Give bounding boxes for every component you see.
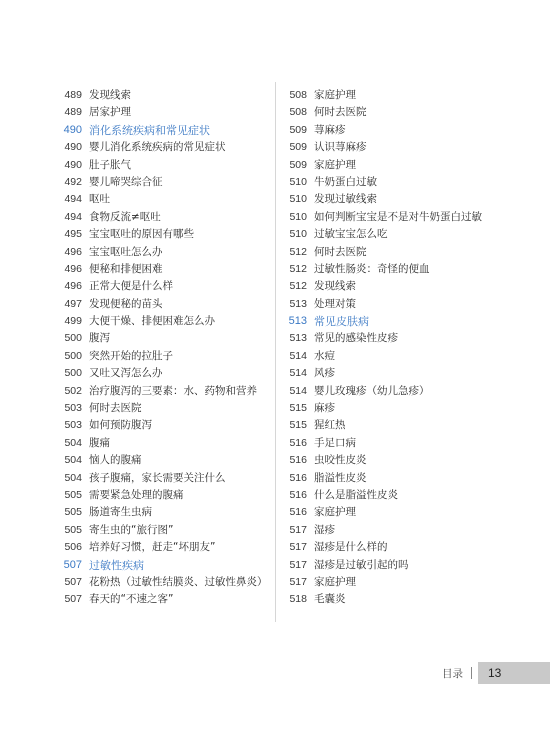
toc-entry (60, 330, 270, 347)
toc-entry-title: 培养好习惯，赶走“坏朋友” (89, 541, 216, 554)
toc-page-number: 503 (64, 419, 82, 432)
toc-entry (285, 122, 515, 139)
toc-entry-title: 脂溢性皮炎 (314, 471, 367, 484)
toc-entry-title: 手足口病 (314, 436, 356, 449)
toc-entry (285, 383, 515, 400)
toc-section-heading (285, 313, 515, 330)
toc-entry-title: 湿疹 (314, 523, 335, 536)
toc-page-number: 516 (289, 506, 307, 519)
toc-entry (60, 365, 270, 382)
toc-entry (285, 278, 515, 295)
toc-entry-title: 水痘 (314, 349, 335, 362)
toc-page-number: 510 (289, 210, 307, 223)
toc-entry (285, 452, 515, 469)
toc-left-column (60, 87, 270, 609)
toc-entry (285, 87, 515, 104)
toc-page-number: 517 (289, 575, 307, 588)
toc-entry-title: 呕吐 (89, 193, 110, 206)
toc-page-number: 509 (289, 158, 307, 171)
toc-entry (285, 487, 515, 504)
toc-page-number: 496 (64, 280, 82, 293)
toc-page-number: 515 (289, 402, 307, 415)
toc-entry (285, 191, 515, 208)
toc-page-number: 504 (64, 454, 82, 467)
toc-page-number: 490 (64, 141, 82, 154)
toc-entry-title: 婴儿啼哭综合征 (89, 175, 163, 188)
toc-page-number: 513 (289, 297, 307, 310)
toc-entry (285, 174, 515, 191)
toc-page-number: 517 (289, 558, 307, 571)
toc-entry-title: 发现线索 (314, 280, 356, 293)
toc-entry-title: 牛奶蛋白过敏 (314, 175, 377, 188)
toc-page-number: 510 (289, 228, 307, 241)
toc-entry (60, 435, 270, 452)
toc-entry (60, 417, 270, 434)
toc-entry (60, 400, 270, 417)
toc-page-number: 515 (289, 419, 307, 432)
toc-entry (285, 574, 515, 591)
toc-page-number: 500 (64, 332, 82, 345)
toc-entry (285, 504, 515, 521)
toc-entry-title: 湿疹是什么样的 (314, 541, 388, 554)
toc-entry (60, 504, 270, 521)
toc-page-number: 504 (64, 471, 82, 484)
toc-entry (60, 226, 270, 243)
toc-page-number: 510 (289, 193, 307, 206)
toc-page-number: 513 (289, 332, 307, 345)
toc-entry (60, 296, 270, 313)
toc-page-number: 510 (289, 175, 307, 188)
toc-entry-title: 家庭护理 (314, 158, 356, 171)
toc-entry (60, 261, 270, 278)
toc-entry (60, 209, 270, 226)
toc-page-number: 490 (63, 123, 82, 136)
toc-entry (285, 226, 515, 243)
toc-entry-title: 突然开始的拉肚子 (89, 349, 173, 362)
toc-entry-title: 家庭护理 (314, 575, 356, 588)
toc-page-number: 516 (289, 471, 307, 484)
toc-page-number: 497 (64, 297, 82, 310)
toc-page-number: 514 (289, 384, 307, 397)
toc-entry-title: 腹泻 (89, 332, 110, 345)
toc-entry-title: 正常大便是什么样 (89, 280, 173, 293)
toc-entry (285, 296, 515, 313)
page-footer (420, 662, 550, 684)
column-divider (275, 82, 276, 622)
toc-entry (60, 244, 270, 261)
toc-entry-title: 春天的“不速之客” (89, 593, 174, 606)
toc-entry-title: 家庭护理 (314, 506, 356, 519)
toc-entry (60, 487, 270, 504)
toc-entry (60, 139, 270, 156)
toc-entry-title: 虫咬性皮炎 (314, 454, 367, 467)
toc-page-number: 513 (288, 315, 307, 328)
toc-entry-title: 恼人的腹痛 (89, 454, 142, 467)
toc-entry (60, 539, 270, 556)
toc-page-number: 516 (289, 454, 307, 467)
toc-page-number: 509 (289, 123, 307, 136)
toc-page-number: 512 (289, 245, 307, 258)
toc-entry-title: 花粉热（过敏性结膜炎、过敏性鼻炎） (89, 575, 268, 588)
toc-entry (285, 435, 515, 452)
toc-entry-title: 婴儿消化系统疾病的常见症状 (89, 141, 226, 154)
toc-entry-title: 猩红热 (314, 419, 346, 432)
toc-page-number: 509 (289, 141, 307, 154)
toc-entry-title: 何时去医院 (314, 245, 367, 258)
toc-entry-title: 家庭护理 (314, 89, 356, 101)
toc-page-number: 512 (289, 280, 307, 293)
toc-page-number: 499 (64, 315, 82, 328)
toc-page-number: 489 (64, 89, 82, 101)
toc-page-number: 502 (64, 384, 82, 397)
toc-page-number: 514 (289, 349, 307, 362)
toc-entry-title: 食物反流≠呕吐 (89, 210, 161, 223)
toc-page-number: 500 (64, 349, 82, 362)
toc-entry-title: 什么是脂溢性皮炎 (314, 488, 398, 501)
toc-entry-title: 便秘和排便困难 (89, 262, 163, 275)
toc-entry (285, 330, 515, 347)
toc-page-number: 518 (289, 593, 307, 606)
toc-entry (60, 574, 270, 591)
toc-page-number: 508 (289, 106, 307, 119)
toc-entry (60, 87, 270, 104)
toc-entry (285, 157, 515, 174)
toc-entry-title: 认识荨麻疹 (314, 141, 367, 154)
toc-entry (285, 539, 515, 556)
toc-entry-title: 婴儿玫瑰疹（幼儿急疹） (314, 384, 430, 397)
toc-entry (285, 244, 515, 261)
toc-entry (60, 313, 270, 330)
toc-entry (285, 470, 515, 487)
toc-page-number: 516 (289, 488, 307, 501)
toc-entry (285, 591, 515, 608)
toc-page-number: 505 (64, 506, 82, 519)
toc-page-number: 503 (64, 402, 82, 415)
toc-section-heading (60, 122, 270, 139)
toc-entry-title: 何时去医院 (89, 402, 142, 415)
toc-entry-title: 常见的感染性皮疹 (314, 332, 398, 345)
toc-entry-title: 治疗腹泻的三要素：水、药物和营养 (89, 384, 257, 397)
toc-entry-title: 肠道寄生虫病 (89, 506, 152, 519)
toc-entry (60, 591, 270, 608)
toc-entry-title: 何时去医院 (314, 106, 367, 119)
toc-entry-title: 麻疹 (314, 402, 335, 415)
toc-page-number: 505 (64, 488, 82, 501)
toc-page-number: 492 (64, 175, 82, 188)
toc-entry-title: 常见皮肤病 (314, 315, 369, 329)
toc-page-number: 514 (289, 367, 307, 380)
toc-page-number: 495 (64, 228, 82, 241)
toc-entry (60, 157, 270, 174)
footer-page-number: 13 (478, 662, 550, 684)
toc-entry (60, 278, 270, 295)
toc-section-heading (60, 557, 270, 574)
toc-entry-title: 荨麻疹 (314, 123, 346, 136)
toc-entry-title: 宝宝呕吐怎么办 (89, 245, 163, 258)
toc-page-number: 489 (64, 106, 82, 119)
toc-page-number: 500 (64, 367, 82, 380)
toc-entry (285, 348, 515, 365)
toc-entry-title: 过敏性疾病 (89, 558, 144, 572)
toc-entry-title: 处理对策 (314, 297, 356, 310)
toc-entry-title: 如何判断宝宝是不是对牛奶蛋白过敏 (314, 210, 482, 223)
toc-entry (60, 174, 270, 191)
toc-page-number: 507 (63, 558, 82, 571)
toc-page-number: 508 (289, 89, 307, 101)
toc-entry (285, 104, 515, 121)
toc-entry (285, 209, 515, 226)
toc-page-number: 494 (64, 193, 82, 206)
toc-entry (60, 104, 270, 121)
toc-entry-title: 寄生虫的“旅行图” (89, 523, 174, 536)
footer-separator (471, 667, 472, 679)
toc-entry-title: 肚子胀气 (89, 158, 131, 171)
toc-entry-title: 湿疹是过敏引起的吗 (314, 558, 409, 571)
toc-entry-title: 过敏宝宝怎么吃 (314, 228, 388, 241)
toc-entry (60, 191, 270, 208)
toc-entry (60, 348, 270, 365)
toc-page-number: 490 (64, 158, 82, 171)
toc-entry (285, 365, 515, 382)
toc-entry (285, 557, 515, 574)
toc-entry-title: 需要紧急处理的腹痛 (89, 488, 184, 501)
toc-page-number: 496 (64, 262, 82, 275)
toc-entry-title: 居家护理 (89, 106, 131, 119)
toc-entry (60, 452, 270, 469)
toc-entry (285, 261, 515, 278)
toc-page-number: 504 (64, 436, 82, 449)
toc-entry-title: 又吐又泻怎么办 (89, 367, 163, 380)
toc-page-number: 517 (289, 541, 307, 554)
toc-page-number: 507 (64, 593, 82, 606)
toc-entry (60, 522, 270, 539)
toc-entry-title: 大便干燥、排便困难怎么办 (89, 315, 215, 328)
toc-entry (285, 522, 515, 539)
toc-entry-title: 发现线索 (89, 89, 131, 101)
toc-page-number: 496 (64, 245, 82, 258)
toc-entry (60, 470, 270, 487)
toc-entry-title: 宝宝呕吐的原因有哪些 (89, 228, 194, 241)
toc-entry-title: 过敏性肠炎：奇怪的便血 (314, 262, 430, 275)
toc-entry-title: 发现便秘的苗头 (89, 297, 163, 310)
toc-entry-title: 毛囊炎 (314, 593, 346, 606)
toc-entry-title: 腹痛 (89, 436, 110, 449)
toc-right-column (285, 87, 515, 609)
toc-page-number: 507 (64, 575, 82, 588)
toc-entry-title: 孩子腹痛，家长需要关注什么 (89, 471, 226, 484)
toc-entry-title: 如何预防腹泻 (89, 419, 152, 432)
toc-entry-title: 风疹 (314, 367, 335, 380)
toc-entry (285, 417, 515, 434)
toc-page-number: 505 (64, 523, 82, 536)
toc-entry (60, 383, 270, 400)
toc-page-number: 517 (289, 523, 307, 536)
footer-section-label: 目录 (442, 667, 463, 680)
toc-page-number: 512 (289, 262, 307, 275)
toc-entry (285, 400, 515, 417)
toc-page-number: 516 (289, 436, 307, 449)
toc-page-number: 494 (64, 210, 82, 223)
toc-entry (285, 139, 515, 156)
toc-entry-title: 发现过敏线索 (314, 193, 377, 206)
toc-entry-title: 消化系统疾病和常见症状 (89, 123, 210, 137)
toc-page-number: 506 (64, 541, 82, 554)
